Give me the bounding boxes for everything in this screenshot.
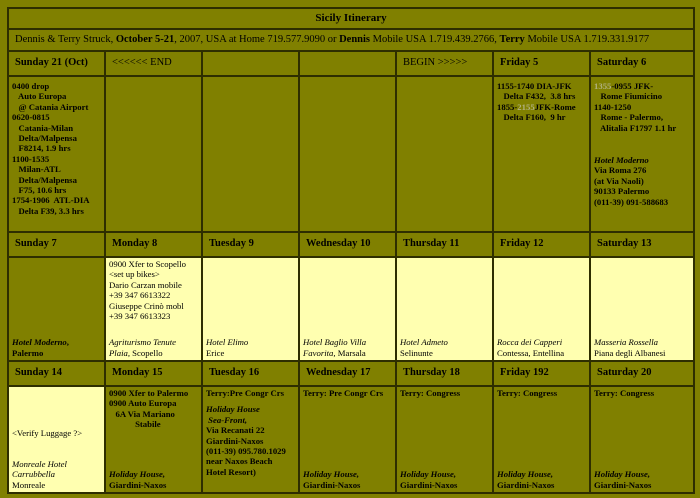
end-marker: <<<<<< END xyxy=(105,51,202,76)
flight-line: Delta F160, 9 hr xyxy=(497,112,566,123)
day-cell-wednesday-10 xyxy=(299,257,396,361)
day-header xyxy=(202,51,299,76)
dennis-label: Dennis xyxy=(339,33,371,45)
day-header: Tuesday 16 xyxy=(202,361,299,386)
day-header: Sunday 14 xyxy=(8,361,105,386)
dennis-mobile: Mobile USA 1.719.439.2766, xyxy=(370,33,500,45)
day-header: Saturday 6 xyxy=(590,51,694,76)
hotel-name: Holiday House, xyxy=(594,469,650,480)
day-header: Monday 15 xyxy=(105,361,202,386)
flight-line: Alitalia F1797 1.1 hr xyxy=(594,122,677,133)
note-line: <set up bikes> xyxy=(109,269,160,280)
flight-line: Delta/Malpensa xyxy=(12,174,77,185)
hotel-town: Piana degli Albanesi xyxy=(594,347,666,358)
flight-line: 1140-1250 xyxy=(594,101,632,112)
flight-line: F8214, 1.9 hrs xyxy=(12,143,71,154)
day-cell-saturday-6 xyxy=(590,76,694,232)
note-line: 0900 Xfer to Palermo xyxy=(109,388,189,398)
hotel-name: Carrubbella xyxy=(12,469,55,480)
flight-line: Auto Europa xyxy=(12,91,67,102)
hotel-name: Holiday House xyxy=(206,404,260,415)
note-line: 0900 Auto Europa xyxy=(109,398,177,409)
day-cell-saturday-20 xyxy=(590,386,694,493)
note-line: Stabile xyxy=(109,419,161,430)
day-cell-friday-19 xyxy=(493,386,590,493)
hotel-name: Holiday House, xyxy=(109,469,165,480)
hotel-address-line: (at Via Naoli) xyxy=(594,175,644,186)
day-header: Friday 5 xyxy=(493,51,590,76)
day-header: Friday 12 xyxy=(493,232,590,257)
empty-day-cell xyxy=(299,76,396,232)
activity-line: Terry:Pre Congr Crs xyxy=(206,388,285,398)
day-header: Saturday 13 xyxy=(590,232,694,257)
day-cell-saturday-13 xyxy=(590,257,694,361)
empty-day-cell xyxy=(202,76,299,232)
hotel-town: Giardini-Naxos xyxy=(109,479,167,490)
hotel-name: Holiday House, xyxy=(400,469,456,480)
note-line: +39 347 6613322 xyxy=(109,290,171,301)
hotel-town: Monreale xyxy=(12,479,46,490)
day-header: Sunday 7 xyxy=(8,232,105,257)
hotel-town: Contessa, Entellina xyxy=(497,347,565,358)
luggage-note: <Verify Luggage ?> xyxy=(12,428,83,438)
flight-line: 1855-2155JFK-Rome xyxy=(497,101,576,112)
flight-line: Delta F432, 3.8 hrs xyxy=(497,91,576,102)
activity-line: Terry: Congress xyxy=(594,388,655,398)
day-notes xyxy=(109,259,198,321)
hotel-town: Palermo xyxy=(12,347,44,358)
day-header xyxy=(299,51,396,76)
page-title: Sicily Itinerary xyxy=(8,8,694,29)
note-line: 0900 Xfer to Scopello xyxy=(109,259,186,269)
hotel-address-line: near Naxos Beach xyxy=(206,456,273,467)
itinerary-table xyxy=(7,7,695,494)
hotel-town: Giardini-Naxos xyxy=(303,479,361,490)
hotel-address-line: 90133 Palermo xyxy=(594,186,650,197)
flight-line: 0620-0815 xyxy=(12,112,50,123)
activity-line: Terry: Congress xyxy=(497,388,558,398)
day-header: Thursday 11 xyxy=(396,232,493,257)
hotel-town: Giardini-Naxos xyxy=(400,479,458,490)
day-cell-thursday-11 xyxy=(396,257,493,361)
hotel-address-line: (011-39) 095.780.1029 xyxy=(206,446,286,457)
hotel-name: Rocca dei Capperi xyxy=(497,337,563,348)
terry-label: Terry xyxy=(499,33,525,45)
hotel-name: Hotel Elimo xyxy=(206,337,249,348)
flight-line: 1100-1535 xyxy=(12,153,50,164)
faded-time: 1355 xyxy=(594,81,612,91)
hotel-name: Holiday House, xyxy=(497,469,553,480)
hotel-address-line: (011-39) 091-588683 xyxy=(594,196,669,207)
day-cell-friday-5 xyxy=(493,76,590,232)
day-header: Saturday 20 xyxy=(590,361,694,386)
note-line: 6A Via Mariano xyxy=(109,408,175,419)
flight-line: 1155-1740 DIA-JFK xyxy=(497,81,572,91)
day-cell-sunday-7: Hotel Moderno, Palermo xyxy=(8,257,105,361)
hotel-name: Masseria Rossella xyxy=(594,337,658,348)
faded-time: 2155 xyxy=(517,101,535,112)
day-header: Wednesday 10 xyxy=(299,232,396,257)
hotel-address-line: Via Recanati 22 xyxy=(206,425,265,436)
day-cell-friday-12 xyxy=(493,257,590,361)
hotel-name: Holiday House, xyxy=(303,469,359,480)
day-header: Tuesday 9 xyxy=(202,232,299,257)
flight-line: F75, 10.6 hrs xyxy=(12,185,67,196)
day-cell-sunday-14 xyxy=(8,386,105,493)
hotel-address-line: Giardini-Naxos xyxy=(206,435,264,446)
note-line: +39 347 6613323 xyxy=(109,311,171,322)
hotel-address-line: Hotel Resort) xyxy=(206,466,256,477)
flight-line: Rome - Palermo, xyxy=(594,112,663,123)
hotel-town: Marsala xyxy=(335,347,366,358)
hotel-name: Monreale Hotel xyxy=(12,458,67,469)
hotel-name: Agriturismo Tenute Plaia, xyxy=(109,337,177,358)
note-line: Giuseppe Crinò mobl xyxy=(109,300,184,311)
hotel-town: Giardini-Naxos xyxy=(497,479,555,490)
note-line: Dario Carzan mobile xyxy=(109,279,182,290)
day-header: Monday 8 xyxy=(105,232,202,257)
flight-line: 0400 drop xyxy=(12,81,50,91)
trip-dates: October 5-21 xyxy=(115,33,175,45)
travelers-contact-line xyxy=(8,29,694,51)
flight-line: 1355-0955 JFK- xyxy=(594,81,654,91)
day-header: Sunday 21 (Oct) xyxy=(8,51,105,76)
begin-marker: BEGIN >>>>> xyxy=(396,51,493,76)
day-cell-wednesday-17 xyxy=(299,386,396,493)
empty-day-cell xyxy=(105,76,202,232)
activity-line: Terry: Congress xyxy=(400,388,461,398)
day-header: Friday 192 xyxy=(493,361,590,386)
day-cell-sunday-21 xyxy=(8,76,105,232)
day-header: Wednesday 17 xyxy=(299,361,396,386)
day-cell-tuesday-16 xyxy=(202,386,299,493)
terry-mobile: Mobile USA 1.719.331.9177 xyxy=(524,33,650,45)
hotel-name: Hotel Baglio Villa Favorita, xyxy=(303,337,367,358)
day-cell-tuesday-9 xyxy=(202,257,299,361)
flight-line: Rome Fiumicino xyxy=(594,91,663,102)
flight-line: Delta F39, 3.3 hrs xyxy=(12,205,84,216)
hotel-address-line: Via Roma 276 xyxy=(594,165,647,176)
hotel-town: Selinunte xyxy=(400,347,433,358)
hotel-town: Scopello xyxy=(130,347,163,358)
hotel-town: Erice xyxy=(206,347,225,358)
hotel-town: Giardini-Naxos xyxy=(594,479,652,490)
flight-line: Catania-Milan xyxy=(12,122,74,133)
flight-line: 1754-1906 ATL-DIA xyxy=(12,195,90,206)
activity-line: Terry: Pre Congr Crs xyxy=(303,388,384,398)
flight-line: Delta/Malpensa xyxy=(12,133,77,144)
hotel-name: Hotel Admeto xyxy=(400,337,448,348)
flight-line: @ Catania Airport xyxy=(12,101,89,112)
flight-line: Milan-ATL xyxy=(12,164,61,175)
hotel-name: Hotel Moderno xyxy=(12,337,67,348)
traveler-names: Dennis & Terry Struck, xyxy=(15,33,116,45)
empty-day-cell xyxy=(396,76,493,232)
day-cell-monday-8 xyxy=(105,257,202,361)
home-phone: , 2007, USA at Home 719.577.9090 or xyxy=(174,33,340,45)
hotel-name: Sea-Front, xyxy=(206,414,248,425)
hotel-name: Hotel Moderno xyxy=(594,155,649,166)
day-cell-monday-15 xyxy=(105,386,202,493)
day-header: Thursday 18 xyxy=(396,361,493,386)
day-cell-thursday-18 xyxy=(396,386,493,493)
